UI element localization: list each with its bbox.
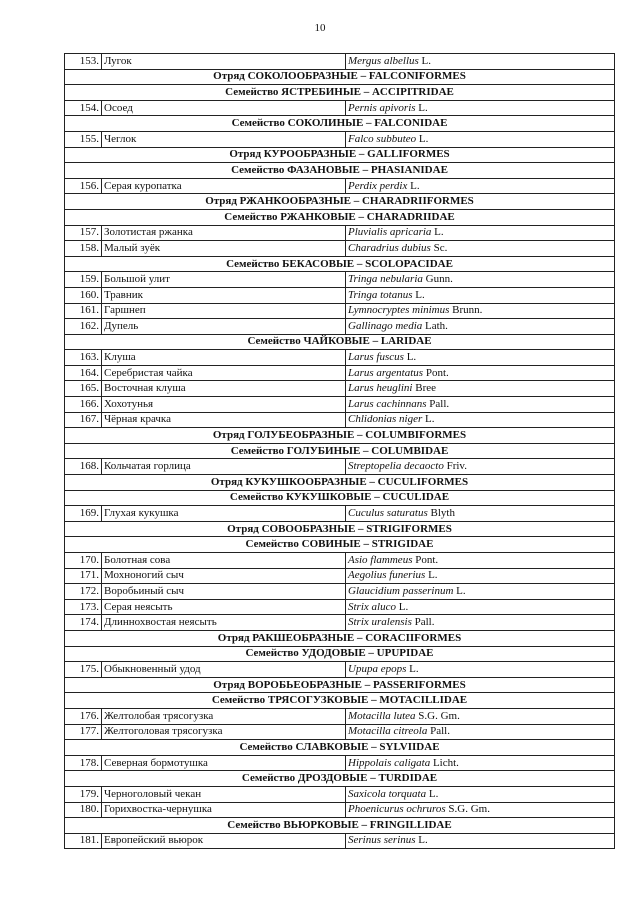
latin-name: Larus argentatus: [348, 366, 424, 379]
species-row: [65, 553, 615, 569]
taxon-author: L.: [406, 351, 417, 364]
family-header-row: [65, 537, 615, 553]
latin-name: Cuculus saturatus: [348, 507, 428, 520]
russian-name: Чёрная крачка: [102, 412, 346, 428]
russian-name: Клуша: [102, 350, 346, 366]
latin-name: Aegolius funerius: [348, 569, 426, 582]
russian-name: Серая куропатка: [102, 178, 346, 194]
species-number: 167.: [65, 412, 102, 428]
taxon-author: L.: [398, 600, 409, 613]
latin-name: Gallinago media: [348, 319, 423, 332]
family-label: Семейство ЯСТРЕБИНЫЕ – ACCIPITRIDAE: [65, 85, 615, 101]
latin-name: Pluvialis apricaria: [348, 226, 432, 239]
family-label: Семейство ДРОЗДОВЫЕ – TURDIDAE: [65, 771, 615, 787]
order-label: Отряд КУКУШКООБРАЗНЫЕ – CUCULIFORMES: [65, 475, 615, 491]
taxon-author: Pall.: [429, 397, 450, 410]
taxon-author: Pont.: [425, 366, 449, 379]
species-row: [65, 303, 615, 319]
family-label: Семейство СОВИНЫЕ – STRIGIDAE: [65, 537, 615, 553]
scientific-name: [346, 225, 615, 241]
latin-name: Glaucidium passerinum: [348, 584, 454, 597]
russian-name: Мохноногий сыч: [102, 568, 346, 584]
species-row: [65, 350, 615, 366]
russian-name: Болотная сова: [102, 553, 346, 569]
species-number: 178.: [65, 755, 102, 771]
taxon-author: Pont.: [415, 553, 439, 566]
family-header-row: [65, 209, 615, 225]
russian-name: Хохотунья: [102, 397, 346, 413]
latin-name: Perdix perdix: [348, 179, 408, 192]
taxon-author: Blyth: [430, 507, 455, 520]
russian-name: Длиннохвостая неясыть: [102, 615, 346, 631]
family-label: Семейство ВЬЮРКОВЫЕ – FRINGILLIDAE: [65, 818, 615, 834]
species-row: [65, 241, 615, 257]
latin-name: Larus heuglini: [348, 382, 413, 395]
species-row: [65, 397, 615, 413]
species-row: [65, 615, 615, 631]
species-number: 158.: [65, 241, 102, 257]
scientific-name: [346, 802, 615, 818]
species-row: [65, 786, 615, 802]
species-table: [64, 53, 615, 849]
latin-name: Hippolais caligata: [348, 756, 431, 769]
scientific-name: [346, 241, 615, 257]
order-header-row: [65, 521, 615, 537]
species-row: [65, 319, 615, 335]
taxon-author: Brunn.: [452, 304, 483, 317]
russian-name: Воробьиный сыч: [102, 584, 346, 600]
scientific-name: [346, 662, 615, 678]
species-number: 156.: [65, 178, 102, 194]
order-label: Отряд КУРООБРАЗНЫЕ – GALLIFORMES: [65, 147, 615, 163]
latin-name: Asio flammeus: [348, 553, 413, 566]
family-header-row: [65, 85, 615, 101]
russian-name: Желтолобая трясогузка: [102, 708, 346, 724]
species-row: [65, 54, 615, 70]
species-number: 155.: [65, 131, 102, 147]
latin-name: Streptopelia decaocto: [348, 460, 444, 473]
scientific-name: [346, 833, 615, 849]
taxon-author: Friv.: [446, 460, 467, 473]
russian-name: Лугок: [102, 54, 346, 70]
taxon-author: L.: [418, 834, 428, 847]
latin-name: Lymnocryptes minimus: [348, 304, 450, 317]
latin-name: Charadrius dubius: [348, 241, 431, 254]
order-header-row: [65, 630, 615, 646]
scientific-name: [346, 708, 615, 724]
latin-name: Pernis apivoris: [348, 101, 416, 114]
latin-name: Larus cachinnans: [348, 397, 427, 410]
latin-name: Upupa epops: [348, 662, 407, 675]
family-label: Семейство БЕКАСОВЫЕ – SCOLOPACIDAE: [65, 256, 615, 272]
species-number: 166.: [65, 397, 102, 413]
order-label: Отряд РЖАНКООБРАЗНЫЕ – CHARADRIIFORMES: [65, 194, 615, 210]
species-row: [65, 755, 615, 771]
russian-name: Обыкновенный удод: [102, 662, 346, 678]
taxon-author: S.G. Gm.: [448, 803, 490, 816]
russian-name: Большой улит: [102, 272, 346, 288]
family-label: Семейство ЧАЙКОВЫЕ – LARIDAE: [65, 334, 615, 350]
family-header-row: [65, 646, 615, 662]
family-label: Семейство ГОЛУБИНЫЕ – COLUMBIDAE: [65, 443, 615, 459]
latin-name: Serinus serinus: [348, 834, 416, 847]
species-row: [65, 365, 615, 381]
family-header-row: [65, 116, 615, 132]
order-header-row: [65, 428, 615, 444]
species-number: 160.: [65, 287, 102, 303]
species-number: 171.: [65, 568, 102, 584]
species-row: [65, 724, 615, 740]
family-label: Семейство ТРЯСОГУЗКОВЫЕ – MOTACILLIDAE: [65, 693, 615, 709]
scientific-name: [346, 397, 615, 413]
taxon-author: Bree: [415, 382, 436, 395]
family-header-row: [65, 771, 615, 787]
scientific-name: [346, 178, 615, 194]
russian-name: Малый зуёк: [102, 241, 346, 257]
species-number: 164.: [65, 365, 102, 381]
species-row: [65, 412, 615, 428]
russian-name: Горихвостка-чернушка: [102, 802, 346, 818]
species-row: [65, 100, 615, 116]
latin-name: Falco subbuteo: [348, 132, 417, 145]
scientific-name: [346, 786, 615, 802]
species-row: [65, 662, 615, 678]
species-number: 154.: [65, 100, 102, 116]
taxon-author: Pall.: [430, 725, 450, 738]
russian-name: Гаршнеп: [102, 303, 346, 319]
species-row: [65, 381, 615, 397]
species-number: 153.: [65, 54, 102, 70]
family-header-row: [65, 693, 615, 709]
scientific-name: [346, 568, 615, 584]
order-label: Отряд СОКОЛООБРАЗНЫЕ – FALCONIFORMES: [65, 69, 615, 85]
species-number: 180.: [65, 802, 102, 818]
order-header-row: [65, 677, 615, 693]
scientific-name: [346, 100, 615, 116]
taxon-author: L.: [428, 787, 439, 800]
species-row: [65, 568, 615, 584]
russian-name: Европейский вьюрок: [102, 833, 346, 849]
species-row: [65, 708, 615, 724]
family-header-row: [65, 163, 615, 179]
species-number: 162.: [65, 319, 102, 335]
species-row: [65, 584, 615, 600]
taxon-author: L.: [425, 413, 435, 426]
species-number: 172.: [65, 584, 102, 600]
species-number: 181.: [65, 833, 102, 849]
species-number: 165.: [65, 381, 102, 397]
scientific-name: [346, 365, 615, 381]
scientific-name: [346, 506, 615, 522]
russian-name: Желтоголовая трясогузка: [102, 724, 346, 740]
russian-name: Черноголовый чекан: [102, 786, 346, 802]
family-header-row: [65, 490, 615, 506]
russian-name: Травник: [102, 287, 346, 303]
scientific-name: [346, 54, 615, 70]
taxon-author: Licht.: [432, 756, 459, 769]
species-row: [65, 599, 615, 615]
family-header-row: [65, 256, 615, 272]
latin-name: Tringa totanus: [348, 288, 413, 301]
species-number: 168.: [65, 459, 102, 475]
latin-name: Mergus albellus: [348, 54, 419, 67]
latin-name: Larus fuscus: [348, 351, 404, 364]
scientific-name: [346, 459, 615, 475]
order-header-row: [65, 147, 615, 163]
taxon-author: L.: [428, 569, 438, 582]
species-number: 175.: [65, 662, 102, 678]
scientific-name: [346, 724, 615, 740]
scientific-name: [346, 381, 615, 397]
scientific-name: [346, 272, 615, 288]
russian-name: Северная бормотушка: [102, 755, 346, 771]
latin-name: Tringa nebularia: [348, 273, 423, 286]
taxon-author: L.: [410, 179, 420, 192]
table-body: [65, 54, 615, 849]
page-number: 10: [314, 22, 326, 34]
species-number: 173.: [65, 599, 102, 615]
species-row: [65, 178, 615, 194]
scientific-name: [346, 615, 615, 631]
order-label: Отряд РАКШЕОБРАЗНЫЕ – CORACIIFORMES: [65, 630, 615, 646]
scientific-name: [346, 303, 615, 319]
scientific-name: [346, 131, 615, 147]
family-header-row: [65, 443, 615, 459]
russian-name: Глухая кукушка: [102, 506, 346, 522]
family-header-row: [65, 818, 615, 834]
taxon-author: Lath.: [425, 319, 448, 332]
species-row: [65, 225, 615, 241]
family-label: Семейство ФАЗАНОВЫЕ – PHASIANIDAE: [65, 163, 615, 179]
species-row: [65, 287, 615, 303]
latin-name: Chlidonias niger: [348, 413, 423, 426]
russian-name: Восточная клуша: [102, 381, 346, 397]
family-label: Семейство СОКОЛИНЫЕ – FALCONIDAE: [65, 116, 615, 132]
taxon-author: L.: [456, 584, 466, 597]
russian-name: Осоед: [102, 100, 346, 116]
species-number: 174.: [65, 615, 102, 631]
species-number: 159.: [65, 272, 102, 288]
species-number: 176.: [65, 708, 102, 724]
russian-name: Дупель: [102, 319, 346, 335]
taxon-author: L.: [415, 288, 425, 301]
taxon-author: L.: [418, 132, 429, 145]
scientific-name: [346, 755, 615, 771]
order-header-row: [65, 475, 615, 491]
species-row: [65, 131, 615, 147]
taxon-author: L.: [418, 101, 428, 114]
scientific-name: [346, 412, 615, 428]
russian-name: Серая неясыть: [102, 599, 346, 615]
taxon-author: Pall.: [414, 616, 435, 629]
scientific-name: [346, 599, 615, 615]
species-row: [65, 506, 615, 522]
scientific-name: [346, 553, 615, 569]
species-row: [65, 459, 615, 475]
species-row: [65, 833, 615, 849]
latin-name: Phoenicurus ochruros: [348, 803, 446, 816]
species-row: [65, 272, 615, 288]
species-number: 179.: [65, 786, 102, 802]
latin-name: Strix aluco: [348, 600, 396, 613]
order-header-row: [65, 69, 615, 85]
species-number: 170.: [65, 553, 102, 569]
species-number: 177.: [65, 724, 102, 740]
family-header-row: [65, 334, 615, 350]
scientific-name: [346, 287, 615, 303]
taxon-author: L.: [409, 662, 419, 675]
order-label: Отряд ВОРОБЬЕОБРАЗНЫЕ – PASSERIFORMES: [65, 677, 615, 693]
scientific-name: [346, 584, 615, 600]
latin-name: Strix uralensis: [348, 616, 412, 629]
species-number: 161.: [65, 303, 102, 319]
taxon-author: S.G. Gm.: [418, 709, 460, 722]
russian-name: Чеглок: [102, 131, 346, 147]
taxon-author: Gunn.: [425, 273, 453, 286]
family-label: Семейство РЖАНКОВЫЕ – CHARADRIIDAE: [65, 209, 615, 225]
order-label: Отряд СОВООБРАЗНЫЕ – STRIGIFORMES: [65, 521, 615, 537]
species-row: [65, 802, 615, 818]
latin-name: Saxicola torquata: [348, 787, 427, 800]
order-header-row: [65, 194, 615, 210]
species-number: 157.: [65, 225, 102, 241]
russian-name: Серебристая чайка: [102, 365, 346, 381]
family-label: Семейство КУКУШКОВЫЕ – CUCULIDAE: [65, 490, 615, 506]
family-label: Семейство УДОДОВЫЕ – UPUPIDAE: [65, 646, 615, 662]
taxon-author: L.: [421, 54, 432, 67]
latin-name: Motacilla citreola: [348, 725, 428, 738]
taxon-author: Sc.: [433, 241, 448, 254]
scientific-name: [346, 350, 615, 366]
species-number: 163.: [65, 350, 102, 366]
species-number: 169.: [65, 506, 102, 522]
russian-name: Золотистая ржанка: [102, 225, 346, 241]
russian-name: Кольчатая горлица: [102, 459, 346, 475]
taxon-author: L.: [434, 226, 444, 239]
family-header-row: [65, 740, 615, 756]
latin-name: Motacilla lutea: [348, 709, 416, 722]
order-label: Отряд ГОЛУБЕОБРАЗНЫЕ – COLUMBIFORMES: [65, 428, 615, 444]
scientific-name: [346, 319, 615, 335]
family-label: Семейство СЛАВКОВЫЕ – SYLVIIDAE: [65, 740, 615, 756]
